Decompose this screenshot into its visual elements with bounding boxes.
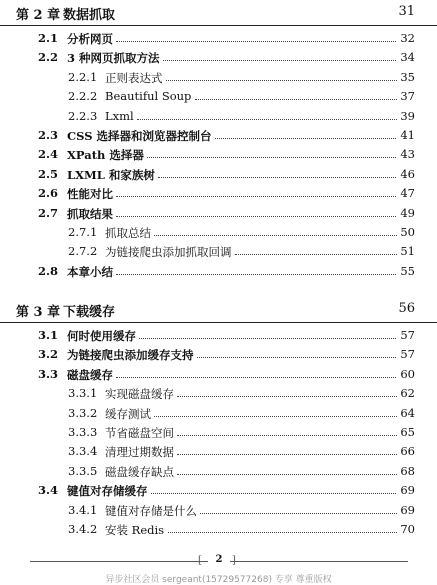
entry-title: CSS 选择器和浏览器控制台 [67, 129, 212, 143]
toc-section-entry[interactable] [0, 165, 437, 185]
dot-leader [139, 338, 396, 339]
entry-title: 安装 Redis [105, 523, 165, 537]
entry-page-number: 70 [400, 522, 415, 536]
entry-title: 本章小结 [67, 264, 113, 279]
entry-title: 键值对存储缓存 [67, 484, 148, 499]
toc-subsection-entry[interactable] [0, 242, 437, 262]
toc-section-entry[interactable] [0, 262, 437, 282]
entry-number: 3.4.2 [68, 522, 98, 536]
toc-subsection-entry[interactable] [0, 68, 437, 88]
entry-number: 3.3.5 [68, 463, 98, 478]
entry-number: 2.1 [38, 31, 59, 45]
dot-leader [154, 416, 397, 417]
dot-leader [163, 60, 396, 61]
chapter-heading[interactable] [0, 297, 437, 323]
entry-page-number: 50 [400, 225, 415, 239]
entry-page-number: 68 [400, 463, 415, 478]
toc-section-entry[interactable] [0, 481, 437, 501]
entry-title: 为链接爬虫添加缓存支持 [67, 348, 194, 363]
entry-page-number: 69 [400, 502, 415, 517]
entry-number: 2.8 [38, 263, 59, 278]
dot-leader [158, 177, 396, 178]
entry-number: 3.3.2 [68, 405, 98, 420]
entry-title: 何时使用缓存 [67, 329, 136, 343]
entry-number: 2.3 [38, 128, 59, 142]
entry-page-number: 62 [400, 386, 415, 401]
footer-bracket-right: ] [232, 555, 236, 566]
entry-title: 抓取结果 [67, 206, 113, 221]
dot-leader [215, 138, 396, 139]
chapter-title: 数据抓取 [63, 8, 116, 23]
dot-leader [177, 454, 397, 455]
entry-number: 2.7.1 [68, 225, 98, 239]
chapter-page-number: 31 [398, 4, 415, 19]
entry-page-number: 69 [400, 483, 415, 498]
toc-section-entry[interactable] [0, 326, 437, 346]
entry-number: 3.3 [38, 366, 59, 381]
entry-title: 磁盘缓存 [67, 367, 113, 382]
entry-page-number: 34 [400, 50, 415, 65]
chapter-page-number: 56 [398, 301, 415, 316]
toc-section-entry[interactable] [0, 126, 437, 146]
entry-title: 节省磁盘空间 [105, 426, 174, 440]
entry-page-number: 35 [400, 69, 415, 84]
toc-subsection-entry[interactable] [0, 442, 437, 462]
toc-section-entry[interactable] [0, 48, 437, 68]
entry-page-number: 64 [400, 405, 415, 420]
entry-title: 正则表达式 [105, 70, 163, 85]
footer-rule-left [30, 561, 208, 562]
toc-section-entry[interactable] [0, 145, 437, 165]
toc-subsection-entry[interactable] [0, 107, 437, 127]
entry-title: 键值对存储是什么 [105, 503, 197, 518]
entry-number: 3.2 [38, 347, 59, 362]
page-number: 2 [208, 554, 230, 565]
entry-title: 为链接爬虫添加抓取回调 [105, 245, 232, 260]
entry-title: 清理过期数据 [105, 445, 174, 460]
entry-number: 3.3.4 [68, 444, 98, 459]
entry-number: 2.2.1 [68, 69, 98, 84]
entry-title: XPath 选择器 [67, 148, 144, 163]
entry-number: 2.7.2 [68, 244, 98, 259]
entry-page-number: 49 [400, 205, 415, 220]
entry-title: 性能对比 [67, 187, 113, 202]
toc-subsection-entry[interactable] [0, 462, 437, 482]
dot-leader [137, 119, 397, 120]
toc-section-entry[interactable] [0, 184, 437, 204]
entry-page-number: 37 [400, 89, 415, 104]
chapter-title: 下载缓存 [63, 305, 116, 320]
entry-number: 3.3.3 [68, 425, 98, 439]
dot-leader [197, 357, 396, 358]
dot-leader [200, 513, 397, 514]
dot-leader [195, 99, 397, 100]
entry-number: 3.4.1 [68, 502, 98, 517]
toc-subsection-entry[interactable] [0, 404, 437, 424]
entry-number: 2.7 [38, 205, 59, 220]
chapter-label: 第 3 章 [16, 305, 61, 320]
dot-leader [166, 80, 397, 81]
dot-leader [116, 216, 396, 217]
entry-page-number: 65 [400, 425, 415, 439]
entry-title: 缓存测试 [105, 406, 151, 421]
entry-number: 2.4 [38, 147, 59, 162]
dot-leader [116, 274, 396, 275]
toc-subsection-entry[interactable] [0, 87, 437, 107]
entry-page-number: 57 [400, 347, 415, 362]
toc-section-entry[interactable] [0, 365, 437, 385]
entry-title: 抓取总结 [105, 226, 151, 240]
dot-leader [168, 532, 397, 533]
toc-subsection-entry[interactable] [0, 423, 437, 443]
entry-page-number: 60 [400, 366, 415, 381]
entry-page-number: 51 [400, 244, 415, 259]
dot-leader [116, 377, 396, 378]
entry-number: 3.3.1 [68, 386, 98, 401]
dot-leader [147, 157, 396, 158]
dot-leader [235, 254, 397, 255]
watermark: 异步社区会员 sergeant(15729577268) 专享 尊重版权 [105, 575, 332, 585]
toc-subsection-entry[interactable] [0, 501, 437, 521]
entry-number: 2.5 [38, 166, 59, 181]
entry-page-number: 32 [400, 31, 415, 45]
toc-subsection-entry[interactable] [0, 520, 437, 540]
dot-leader [177, 474, 397, 475]
footer-bracket-left: [ [198, 555, 202, 566]
entry-number: 2.2.2 [68, 89, 98, 104]
entry-title: Lxml [105, 108, 134, 123]
dot-leader [177, 435, 397, 436]
entry-number: 2.2 [38, 50, 59, 65]
entry-number: 2.6 [38, 186, 59, 201]
entry-page-number: 55 [400, 263, 415, 278]
dot-leader [151, 493, 396, 494]
entry-title: 分析网页 [67, 32, 113, 46]
chapter-label: 第 2 章 [16, 8, 61, 23]
entry-page-number: 47 [400, 186, 415, 201]
dot-leader [154, 235, 397, 236]
entry-page-number: 41 [400, 128, 415, 142]
toc-section-entry[interactable] [0, 29, 437, 49]
entry-number: 3.1 [38, 328, 59, 342]
entry-title: 实现磁盘缓存 [105, 387, 174, 402]
entry-number: 2.2.3 [68, 108, 98, 123]
dot-leader [116, 196, 396, 197]
entry-page-number: 66 [400, 444, 415, 459]
toc-section-entry[interactable] [0, 345, 437, 365]
toc-section-entry[interactable] [0, 204, 437, 224]
toc-subsection-entry[interactable] [0, 384, 437, 404]
entry-title: 3 种网页抓取方法 [67, 51, 160, 66]
entry-number: 3.4 [38, 483, 59, 498]
entry-title: 磁盘缓存缺点 [105, 464, 174, 479]
footer-rule-right [230, 561, 408, 562]
entry-title: LXML 和家族树 [67, 167, 155, 182]
entry-page-number: 57 [400, 328, 415, 342]
dot-leader [177, 396, 397, 397]
entry-page-number: 39 [400, 108, 415, 123]
entry-title: Beautiful Soup [105, 89, 192, 104]
chapter-heading[interactable] [0, 0, 437, 26]
dot-leader [116, 41, 396, 42]
entry-page-number: 43 [400, 147, 415, 162]
toc-subsection-entry[interactable] [0, 223, 437, 243]
entry-page-number: 46 [400, 166, 415, 181]
